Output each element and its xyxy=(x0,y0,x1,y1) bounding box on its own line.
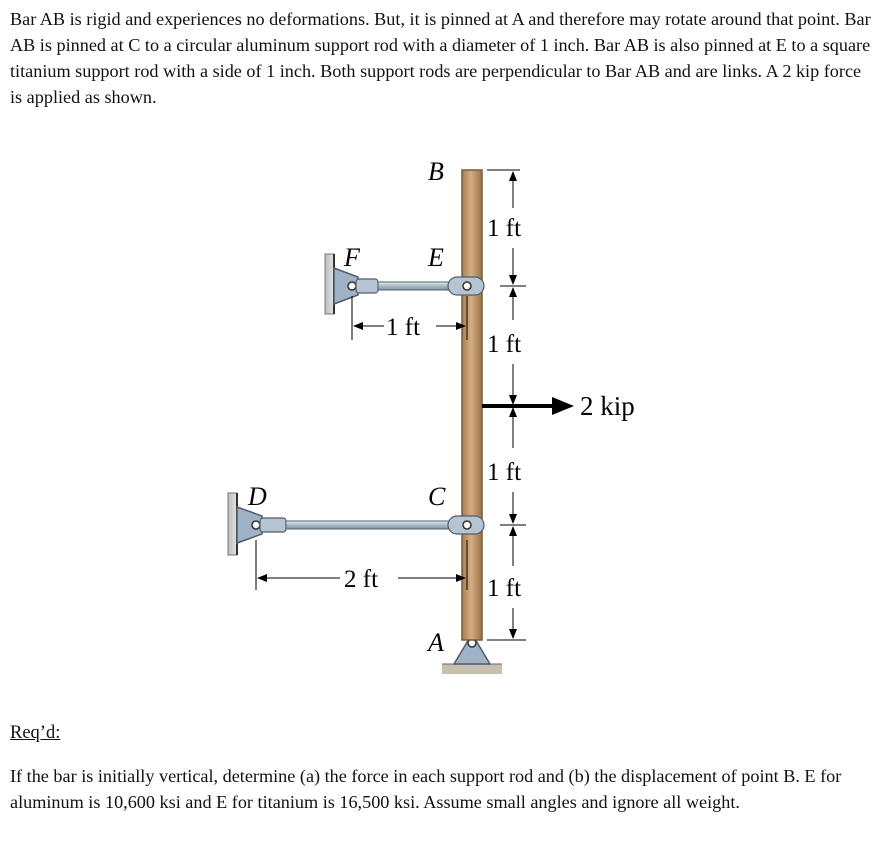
dim-label-BE: 1 ft xyxy=(487,215,522,242)
clevis-F xyxy=(356,279,378,293)
label-D: D xyxy=(248,482,267,511)
load-arrow-head xyxy=(552,397,574,415)
label-E: E xyxy=(428,243,444,272)
pin-F xyxy=(348,282,356,290)
ground-hatch xyxy=(442,664,502,674)
label-B: B xyxy=(428,157,444,186)
load-label: 2 kip xyxy=(580,391,635,421)
rod-CD xyxy=(286,521,450,529)
dim-label-CD: 2 ft xyxy=(344,566,379,593)
problem-question: If the bar is initially vertical, determine (a) the force in each support rod and (b) the displacement of point B. E for aluminum is 10,600 ksi and E for titanium is 16,500 ksi. Assume small angles and ignore all weight. xyxy=(10,766,842,812)
bar-AB xyxy=(462,170,482,640)
requirement-heading: Req’d: xyxy=(10,723,61,743)
dim-label-load-C: 1 ft xyxy=(487,459,522,486)
dim-label-E-load: 1 ft xyxy=(487,331,522,358)
problem-intro: Bar AB is rigid and experiences no deformations. But, it is pinned at A and therefore may rotate around that point. Bar AB is pinned at C to a circular aluminum support rod with a diameter of 1 inch. Bar AB is also pinned at E to a square titanium support rod with a side of 1 inch. Both support rods are perpendicular to Bar AB and are links. A 2 kip force is applied as shown. xyxy=(10,9,871,107)
dim-label-EF: 1 ft xyxy=(386,314,421,341)
pin-C xyxy=(463,521,471,529)
label-C: C xyxy=(428,482,446,511)
dimension-EF-arrow-left xyxy=(353,322,363,330)
wall-F xyxy=(325,254,334,314)
rod-EF xyxy=(378,282,450,290)
wall-D xyxy=(228,493,237,555)
dimension-CD-arrow-left xyxy=(257,574,267,582)
pin-E xyxy=(463,282,471,290)
label-A: A xyxy=(428,628,444,657)
dim-label-CA: 1 ft xyxy=(487,575,522,602)
pin-D xyxy=(252,521,260,529)
label-F: F xyxy=(344,243,360,272)
clevis-D xyxy=(260,518,286,532)
